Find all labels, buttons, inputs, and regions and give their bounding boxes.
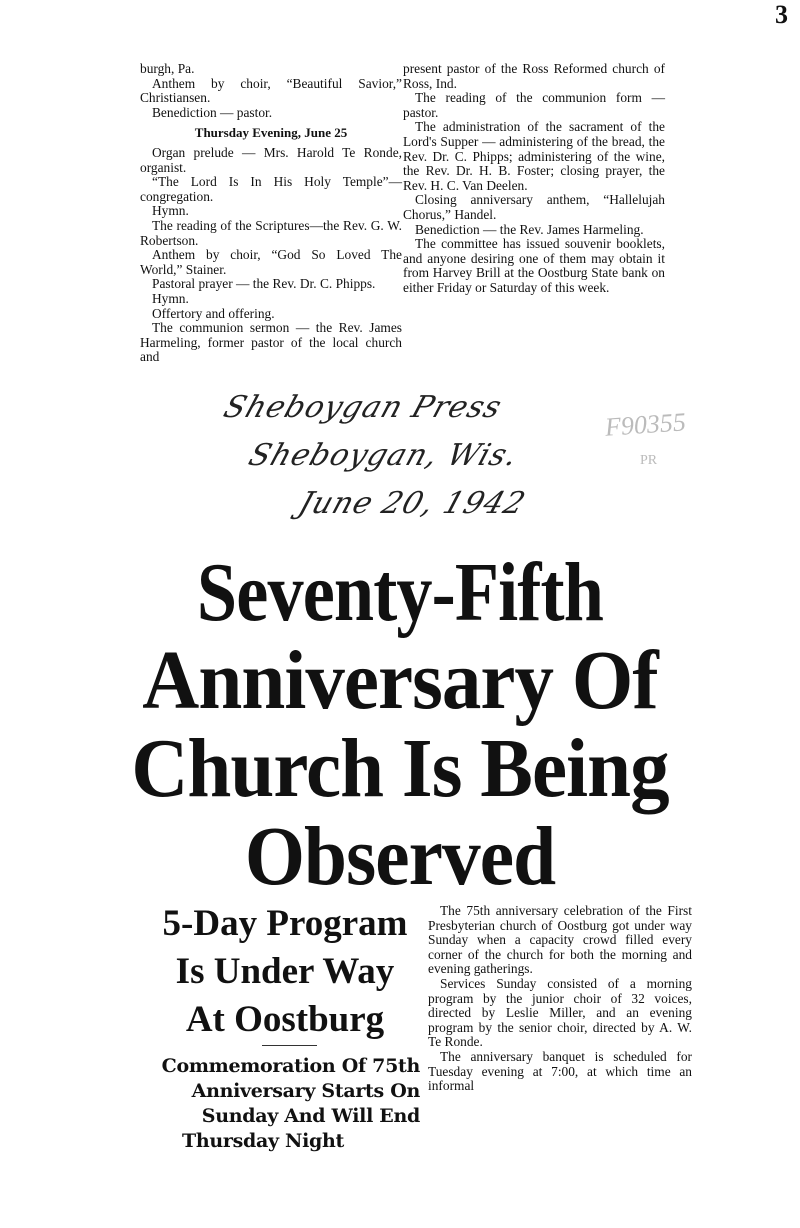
headline-line: Anniversary Of xyxy=(142,634,658,727)
paragraph: The reading of the Scriptures—the Rev. G. W. Robertson. xyxy=(140,217,402,248)
paragraph: “The Lord Is In His Holy Temple”—congregation. xyxy=(140,174,402,204)
paragraph: The committee has issued souvenir booklets, and anyone desiring one of them may obtain it from Harvey Brill at the Oostburg State bank on either Friday or Saturday of this week. xyxy=(403,236,665,295)
pencil-initials: PR xyxy=(640,453,658,468)
divider-rule xyxy=(262,1045,317,1046)
handwritten-location: Sheboygan, Wis. xyxy=(244,438,523,473)
paragraph: Pastoral prayer — the Rev. Dr. C. Phipps. xyxy=(152,276,376,292)
paragraph: Benediction — the Rev. James Harmeling. xyxy=(415,221,644,237)
paragraph: burgh, Pa. xyxy=(140,61,195,76)
pencil-code: F90355 xyxy=(604,407,687,442)
subheadline-line: At Oostburg xyxy=(185,999,385,1040)
subheadline-line: Is Under Way xyxy=(175,951,395,992)
subheadline-line: 5-Day Program xyxy=(162,903,408,944)
paragraph: Anthem by choir, “Beautiful Savior,” Christiansen. xyxy=(140,75,402,106)
deck xyxy=(150,1054,420,1154)
article-body xyxy=(428,904,692,1094)
page-number: 3 xyxy=(775,0,788,29)
handwritten-source: Sheboygan Press xyxy=(219,390,507,425)
paragraph: The 75th anniversary celebration of the First Presbyterian church of Oostburg got under way Sunday when a capacity crowd filled every corner of the church for both the morning and evening gatherings. xyxy=(428,903,692,977)
program-column-left xyxy=(140,62,402,365)
paragraph: Organ prelude — Mrs. Harold Te Ronde, organist. xyxy=(140,144,402,175)
deck-line: Anniversary Starts On xyxy=(191,1080,420,1102)
paragraph: The reading of the communion form — pastor. xyxy=(403,90,665,120)
deck-line: Sunday And Will End xyxy=(201,1105,420,1127)
paragraph: Hymn. xyxy=(152,290,189,306)
headline-line: Seventy-Fifth xyxy=(196,546,604,639)
paragraph: Hymn. xyxy=(152,203,189,219)
paragraph: The administration of the sacrament of the Lord's Supper — administering of the bread, the Rev. Dr. C. Phipps; administering of the wine, the Rev. Dr. H. B. Foster; closing prayer, the Rev. H. C. Van Deelen. xyxy=(403,119,665,193)
paragraph: Benediction — pastor. xyxy=(152,104,273,120)
paragraph: Offertory and offering. xyxy=(152,305,275,321)
paragraph: present pastor of the Ross Reformed church of Ross, Ind. xyxy=(403,61,665,91)
handwritten-date: June 20, 1942 xyxy=(294,486,531,521)
paragraph: Services Sunday consisted of a morning program by the junior choir of 32 voices, directed by Leslie Miller, and an evening program by the senior choir, directed by A. W. Te Ronde. xyxy=(428,975,692,1050)
paragraph: Closing anniversary anthem, “Hallelujah Chorus,” Handel. xyxy=(403,192,665,222)
deck-line: Thursday Night xyxy=(182,1130,344,1152)
paragraph: The communion sermon — the Rev. James Harmeling, former pastor of the local church and xyxy=(140,320,402,365)
deck-line: Commemoration Of 75th xyxy=(161,1055,420,1077)
section-subheading: Thursday Evening, June 25 xyxy=(194,125,348,141)
headline-line: Church Is Being xyxy=(131,722,669,815)
paragraph: Anthem by choir, “God So Loved The World,” Stainer. xyxy=(140,247,402,277)
paragraph: The anniversary banquet is scheduled for Tuesday evening at 7:00, at which time an informal xyxy=(428,1048,692,1094)
program-column-right xyxy=(403,62,665,296)
headline-line: Observed xyxy=(244,810,556,903)
